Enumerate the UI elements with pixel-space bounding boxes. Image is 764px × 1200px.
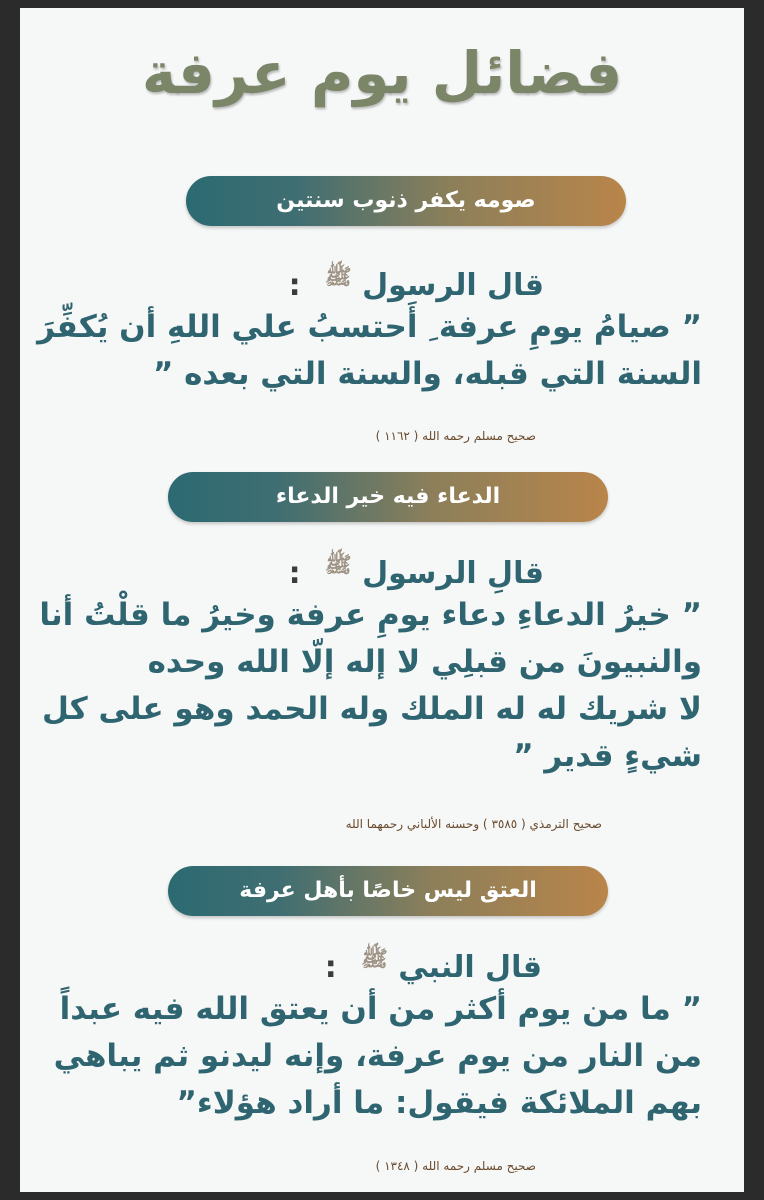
speaker-colon: :	[324, 950, 337, 985]
page-title: فضائل يوم عرفة	[141, 39, 623, 107]
section-heading-supplication: الدعاء فيه خير الدعاء	[168, 472, 608, 522]
hadith-line: من النار من يوم عرفة، وإنه ليدنو ثم يباهي	[53, 1038, 702, 1074]
honorific-icon: ﷺ	[325, 553, 352, 578]
hadith-text	[37, 304, 702, 398]
honorific-icon: ﷺ	[325, 265, 352, 290]
speaker-line	[289, 546, 544, 594]
hadith-line: ” ما من يوم أكثر من أن يعتق الله فيه عبداً	[59, 991, 702, 1027]
hadith-line: لا شريك له له الملك وله الحمد وهو على كل	[41, 691, 702, 727]
section-heading-emancipation: العتق ليس خاصًا بأهل عرفة	[168, 866, 608, 916]
hadith-source: صحيح مسلم رحمه الله ( ١١٦٢ )	[375, 429, 536, 443]
hadith-line: شيءٍ قدير ”	[513, 738, 702, 774]
hadith-text	[52, 986, 702, 1127]
speaker-label: قال الرسول	[362, 268, 544, 303]
honorific-icon: ﷺ	[361, 947, 388, 972]
hadith-line: ” خيرُ الدعاءِ دعاء يومِ عرفة وخيرُ ما قلْتُ أنا	[39, 597, 702, 633]
hadith-line: بهم الملائكة فيقول: ما أراد هؤلاء”	[176, 1085, 702, 1121]
section-heading-fasting: صومه يكفر ذنوب سنتين	[186, 176, 626, 226]
hadith-source: صحيح الترمذي ( ٣٥٨٥ ) وحسنه الألباني رحمهما الله	[345, 817, 602, 831]
hadith-line: السنة التي قبله، والسنة التي بعده ”	[152, 356, 702, 392]
hadith-line: ” صيامُ يومِ عرفة ِ أَحتسبُ علي اللهِ أن يُكفِّرَ	[37, 309, 702, 345]
hadith-text	[39, 592, 702, 780]
speaker-line	[289, 258, 544, 306]
poster	[20, 8, 744, 1192]
speaker-colon: :	[288, 556, 301, 591]
speaker-label: قالِ الرسول	[362, 556, 544, 591]
hadith-source: صحيح مسلم رحمه الله ( ١٣٤٨ )	[375, 1159, 536, 1173]
hadith-line: والنبيونَ من قبلِي لا إله إلّا الله وحده	[147, 644, 702, 680]
speaker-line	[325, 940, 542, 988]
speaker-label: قال النبي	[398, 950, 542, 985]
speaker-colon: :	[288, 268, 301, 303]
